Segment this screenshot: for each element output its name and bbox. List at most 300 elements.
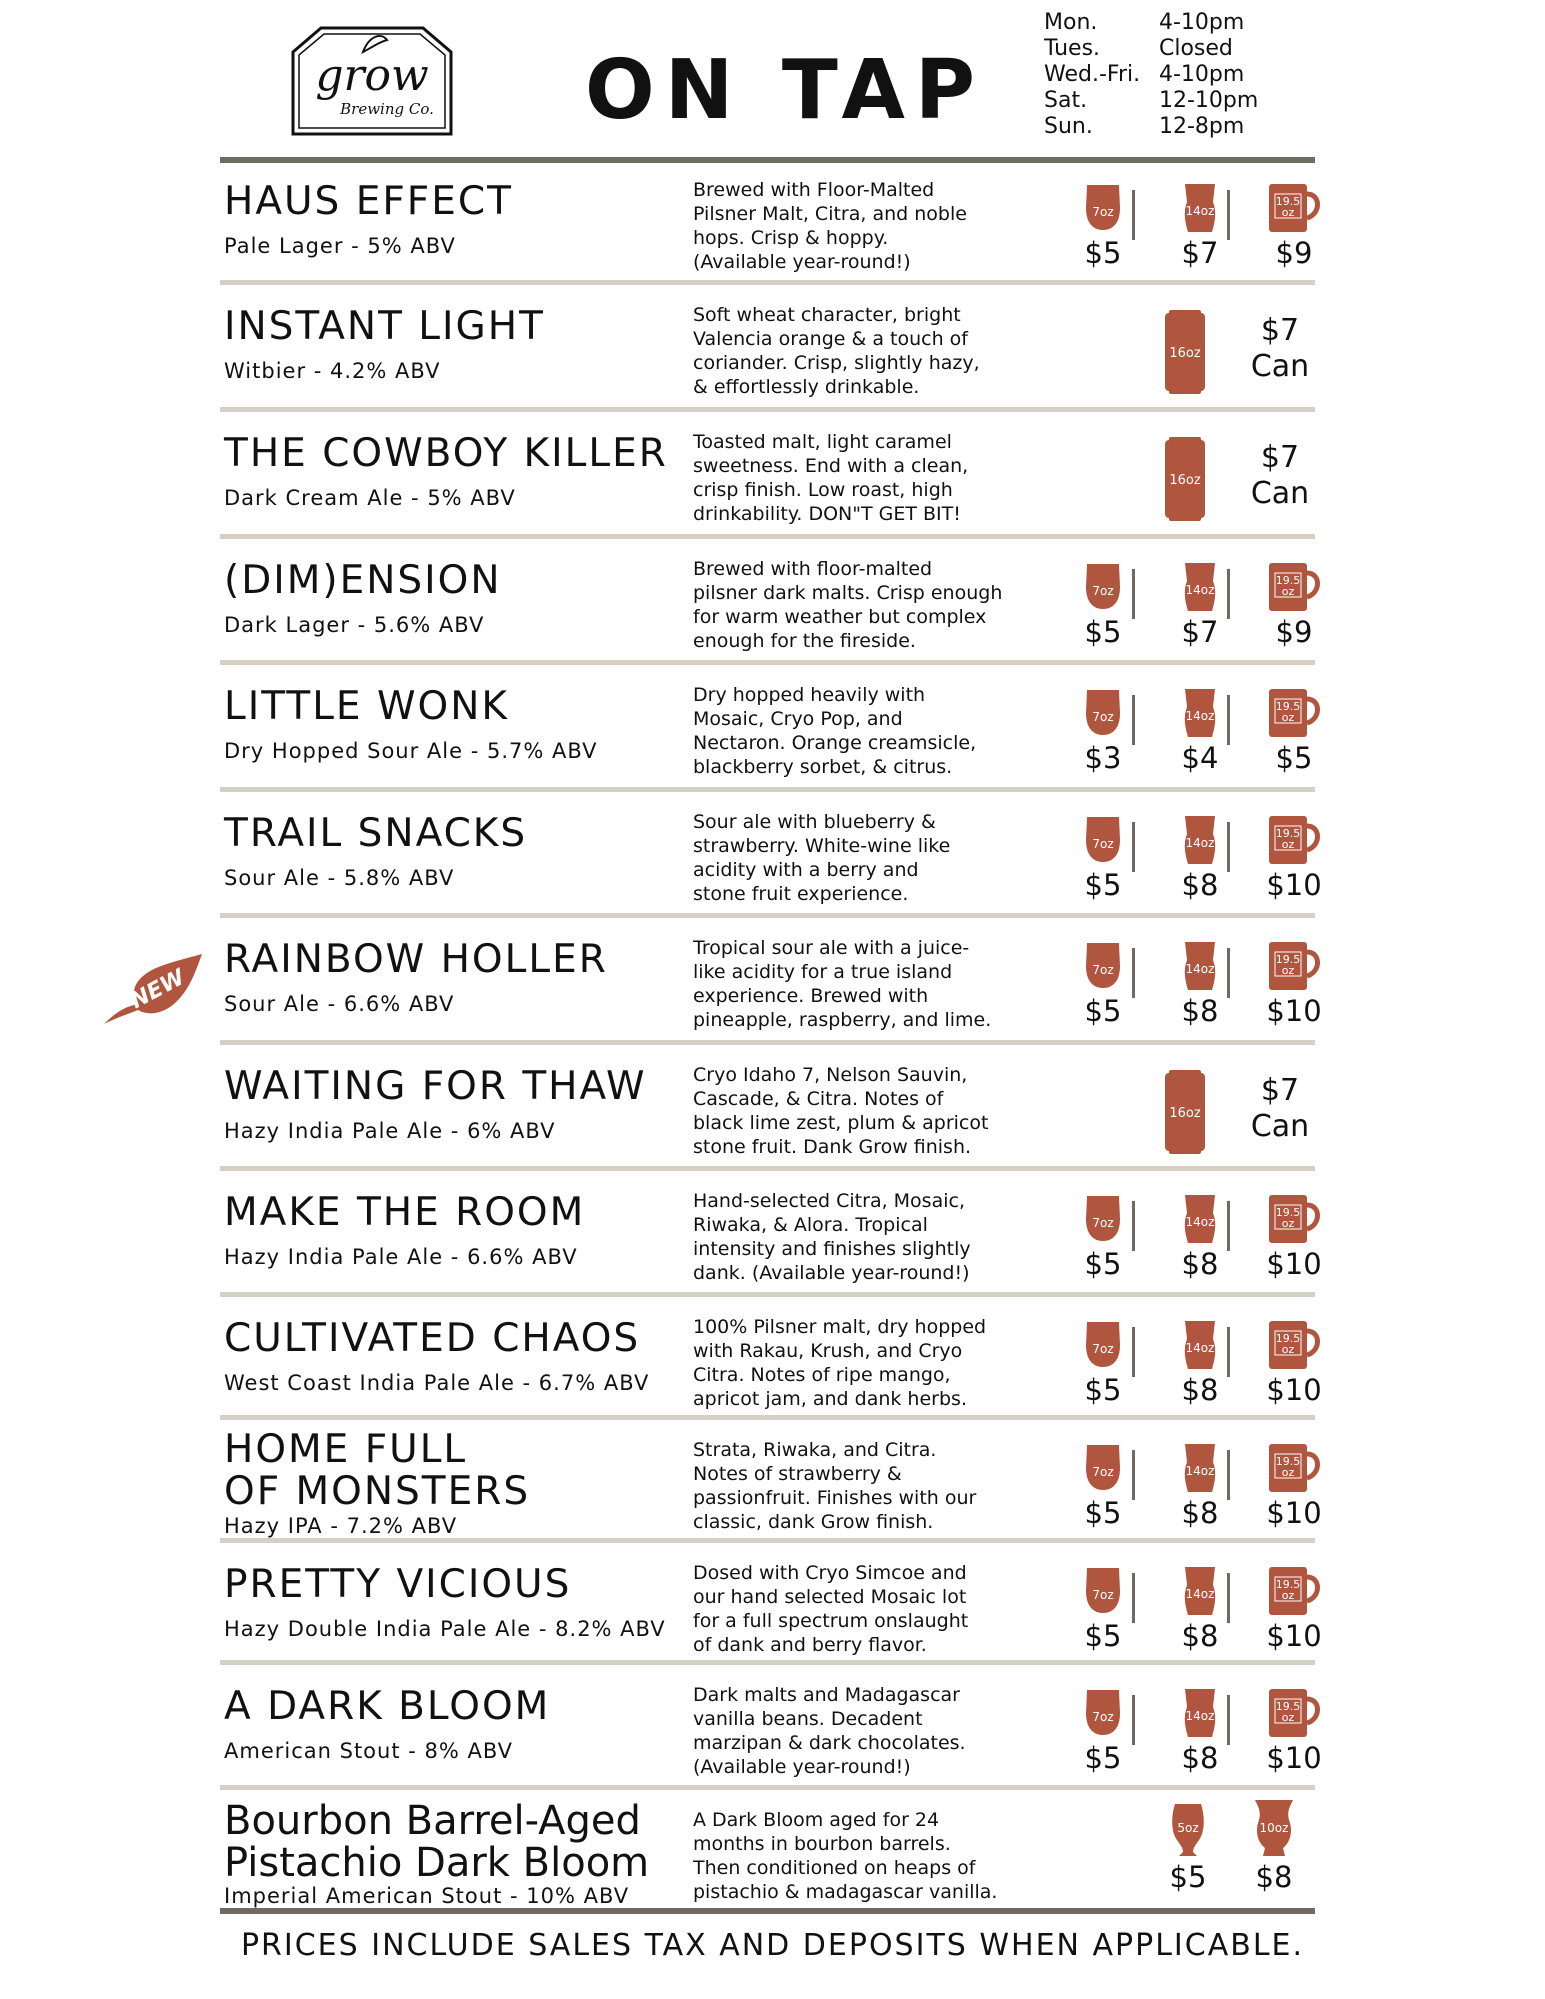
price-7oz: $5 xyxy=(1084,868,1122,902)
mug-icon xyxy=(1264,940,1324,992)
description-line: Riwaka, & Alora. Tropical xyxy=(693,1214,928,1236)
svg-text:Brewing Co.: Brewing Co. xyxy=(340,100,434,118)
svg-text:7oz: 7oz xyxy=(1092,837,1114,851)
price-7oz: $5 xyxy=(1084,236,1122,270)
svg-text:oz: oz xyxy=(1281,964,1295,977)
svg-text:7oz: 7oz xyxy=(1092,1465,1114,1479)
hours-time: Closed xyxy=(1159,36,1233,61)
svg-text:oz: oz xyxy=(1281,206,1295,219)
size-19-5oz xyxy=(1264,1193,1324,1281)
svg-text:7oz: 7oz xyxy=(1092,205,1114,219)
description-line: months in bourbon barrels. xyxy=(693,1833,951,1855)
description-line: (Available year-round!) xyxy=(693,1756,911,1778)
beer-description xyxy=(693,430,1028,526)
beer-name: MAKE THE ROOM xyxy=(224,1190,586,1235)
beer-name: CULTIVATED CHAOS xyxy=(224,1316,641,1361)
hours-row xyxy=(1044,88,1258,114)
price-14oz: $8 xyxy=(1181,868,1219,902)
beer-description xyxy=(693,1683,1028,1779)
price-divider xyxy=(1227,1450,1230,1500)
beer-description xyxy=(693,683,1028,779)
small-glass-icon xyxy=(1073,1565,1133,1617)
tulip-10oz xyxy=(1244,1798,1304,1894)
beer-row xyxy=(220,1297,1322,1420)
beer-name: WAITING FOR THAW xyxy=(224,1064,647,1109)
description-line: Dosed with Cryo Simcoe and xyxy=(693,1562,967,1584)
price-19-5oz: $10 xyxy=(1266,994,1322,1028)
beer-name: LITTLE WONK xyxy=(224,684,509,729)
size-14oz xyxy=(1170,1565,1230,1653)
mug-icon xyxy=(1264,182,1324,234)
price-14oz: $7 xyxy=(1181,615,1219,649)
svg-text:oz: oz xyxy=(1281,1466,1295,1479)
size-14oz xyxy=(1170,561,1230,649)
description-line: & effortlessly drinkable. xyxy=(693,376,920,398)
description-line: Soft wheat character, bright xyxy=(693,304,961,326)
price-divider xyxy=(1132,948,1135,998)
size-19-5oz xyxy=(1264,940,1324,1028)
beer-style: Dark Cream Ale - 5% ABV xyxy=(224,486,516,510)
price-19-5oz: $9 xyxy=(1275,615,1313,649)
svg-text:19.5: 19.5 xyxy=(1275,195,1301,208)
svg-text:19.5: 19.5 xyxy=(1275,574,1301,587)
price-7oz: $5 xyxy=(1084,994,1122,1028)
svg-text:19.5: 19.5 xyxy=(1275,1578,1301,1591)
mug-icon xyxy=(1264,1565,1324,1617)
pint-glass-icon xyxy=(1170,1319,1230,1371)
beer-row xyxy=(220,665,1315,792)
price-divider xyxy=(1132,1327,1135,1377)
mug-icon xyxy=(1264,1193,1324,1245)
size-14oz xyxy=(1170,182,1230,270)
size-7oz xyxy=(1073,1193,1133,1281)
size-19-5oz xyxy=(1264,1442,1324,1530)
pint-glass-icon xyxy=(1170,814,1230,866)
price-14oz: $8 xyxy=(1181,1496,1219,1530)
svg-text:7oz: 7oz xyxy=(1092,1216,1114,1230)
svg-text:19.5: 19.5 xyxy=(1275,953,1301,966)
svg-text:5oz: 5oz xyxy=(1177,1821,1199,1835)
beer-description xyxy=(693,178,1028,274)
svg-text:14oz: 14oz xyxy=(1185,1587,1215,1601)
svg-text:14oz: 14oz xyxy=(1185,1341,1215,1355)
price-10oz: $8 xyxy=(1255,1860,1293,1894)
price-19-5oz: $10 xyxy=(1266,868,1322,902)
price-divider xyxy=(1132,1450,1135,1500)
description-line: stone fruit. Dank Grow finish. xyxy=(693,1136,972,1158)
beer-row xyxy=(220,1543,1322,1665)
price-divider xyxy=(1227,190,1230,240)
bottom-rule xyxy=(220,1908,1315,1914)
beer-style: American Stout - 8% ABV xyxy=(224,1739,513,1763)
beer-style: Dark Lager - 5.6% ABV xyxy=(224,613,485,637)
beer-style: Hazy India Pale Ale - 6.6% ABV xyxy=(224,1245,578,1269)
beer-name-line2: Pistachio Dark Bloom xyxy=(224,1840,650,1886)
price-divider xyxy=(1132,1201,1135,1251)
description-line: vanilla beans. Decadent xyxy=(693,1708,923,1730)
size-14oz xyxy=(1170,1193,1230,1281)
price-divider xyxy=(1227,1695,1230,1745)
beer-style: Hazy IPA - 7.2% ABV xyxy=(224,1514,458,1538)
beer-name: HOME FULL xyxy=(224,1427,468,1472)
small-glass-icon xyxy=(1073,1193,1133,1245)
beer-name: RAINBOW HOLLER xyxy=(224,937,608,982)
price-14oz: $8 xyxy=(1181,1741,1219,1775)
size-19-5oz xyxy=(1264,182,1324,270)
description-line: marzipan & dark chocolates. xyxy=(693,1732,966,1754)
price-5oz: $5 xyxy=(1169,1860,1207,1894)
can-16oz-icon xyxy=(1163,436,1207,526)
hours-time: 12-8pm xyxy=(1159,114,1245,139)
price-7oz: $3 xyxy=(1084,741,1122,775)
beer-row xyxy=(220,918,1322,1045)
description-line: crisp finish. Low roast, high xyxy=(693,479,953,501)
svg-text:19.5: 19.5 xyxy=(1275,827,1301,840)
svg-text:7oz: 7oz xyxy=(1092,710,1114,724)
svg-text:16oz: 16oz xyxy=(1169,346,1201,361)
hours-time: 4-10pm xyxy=(1159,62,1245,87)
size-14oz xyxy=(1170,1442,1230,1530)
svg-text:NEW: NEW xyxy=(126,964,190,1015)
snifter-5oz xyxy=(1158,1802,1218,1894)
size-7oz xyxy=(1073,1565,1133,1653)
beer-description xyxy=(693,1808,1028,1904)
beer-name: INSTANT LIGHT xyxy=(224,304,545,349)
svg-text:oz: oz xyxy=(1281,1711,1295,1724)
svg-text:14oz: 14oz xyxy=(1185,1215,1215,1229)
pint-glass-icon xyxy=(1170,1193,1230,1245)
description-line: Brewed with floor-malted xyxy=(693,558,933,580)
svg-text:14oz: 14oz xyxy=(1185,1464,1215,1478)
price-divider xyxy=(1227,695,1230,745)
beer-style: Sour Ale - 5.8% ABV xyxy=(224,866,455,890)
beer-description xyxy=(693,1315,1028,1411)
beer-style: Dry Hopped Sour Ale - 5.7% ABV xyxy=(224,739,598,763)
beer-style: Imperial American Stout - 10% ABV xyxy=(224,1884,630,1908)
svg-text:19.5: 19.5 xyxy=(1275,1206,1301,1219)
description-line: hops. Crisp & hoppy. xyxy=(693,227,889,249)
price-divider xyxy=(1132,569,1135,619)
beer-style: Witbier - 4.2% ABV xyxy=(224,359,441,383)
description-line: Valencia orange & a touch of xyxy=(693,328,968,350)
price-7oz: $5 xyxy=(1084,1247,1122,1281)
description-line: of dank and berry flavor. xyxy=(693,1634,927,1656)
svg-text:7oz: 7oz xyxy=(1092,584,1114,598)
hours-day: Mon. xyxy=(1044,10,1098,35)
size-7oz xyxy=(1073,1687,1133,1775)
description-line: enough for the fireside. xyxy=(693,630,916,652)
description-line: Then conditioned on heaps of xyxy=(693,1857,976,1879)
beer-name: A DARK BLOOM xyxy=(224,1684,551,1729)
size-7oz xyxy=(1073,1319,1133,1407)
size-14oz xyxy=(1170,687,1230,775)
svg-text:14oz: 14oz xyxy=(1185,204,1215,218)
description-line: with Rakau, Krush, and Cryo xyxy=(693,1340,963,1362)
description-line: Toasted malt, light caramel xyxy=(693,431,952,453)
description-line: drinkability. DON"T GET BIT! xyxy=(693,503,961,525)
size-7oz xyxy=(1073,561,1133,649)
price-divider xyxy=(1132,695,1135,745)
svg-text:14oz: 14oz xyxy=(1185,962,1215,976)
pint-glass-icon xyxy=(1170,687,1230,739)
svg-text:19.5: 19.5 xyxy=(1275,1700,1301,1713)
description-line: for a full spectrum onslaught xyxy=(693,1610,969,1632)
svg-text:19.5: 19.5 xyxy=(1275,1455,1301,1468)
beer-description xyxy=(693,1189,1028,1285)
beer-row xyxy=(220,1045,1315,1171)
beer-style: Hazy Double India Pale Ale - 8.2% ABV xyxy=(224,1617,666,1641)
price-divider xyxy=(1132,190,1135,240)
mug-icon xyxy=(1264,814,1324,866)
svg-text:14oz: 14oz xyxy=(1185,583,1215,597)
description-line: A Dark Bloom aged for 24 xyxy=(693,1809,940,1831)
description-line: pistachio & madagascar vanilla. xyxy=(693,1881,998,1903)
small-glass-icon xyxy=(1073,940,1133,992)
beer-description xyxy=(693,557,1028,653)
description-line: Strata, Riwaka, and Citra. xyxy=(693,1439,937,1461)
price-19-5oz: $10 xyxy=(1266,1496,1322,1530)
pint-glass-icon xyxy=(1170,1565,1230,1617)
price-19-5oz: $10 xyxy=(1266,1619,1322,1653)
size-7oz xyxy=(1073,814,1133,902)
svg-text:14oz: 14oz xyxy=(1185,1709,1215,1723)
size-19-5oz xyxy=(1264,1687,1324,1775)
svg-text:oz: oz xyxy=(1281,1589,1295,1602)
price-14oz: $4 xyxy=(1181,741,1219,775)
pint-glass-icon xyxy=(1170,1442,1230,1494)
svg-text:oz: oz xyxy=(1281,838,1295,851)
description-line: like acidity for a true island xyxy=(693,961,953,983)
price-can: $7 xyxy=(1260,1073,1300,1108)
beer-style: Sour Ale - 6.6% ABV xyxy=(224,992,455,1016)
hours-time: 4-10pm xyxy=(1159,10,1245,35)
can-label: Can xyxy=(1250,1109,1310,1144)
description-line: for warm weather but complex xyxy=(693,606,987,628)
can-label: Can xyxy=(1250,349,1310,384)
beer-row xyxy=(220,1171,1322,1297)
svg-text:grow: grow xyxy=(315,50,429,101)
can-label: Can xyxy=(1250,476,1310,511)
description-line: 100% Pilsner malt, dry hopped xyxy=(693,1316,987,1338)
footer-note: PRICES INCLUDE SALES TAX AND DEPOSITS WHEN APPLICABLE. xyxy=(240,1928,1305,1963)
small-glass-icon xyxy=(1073,1687,1133,1739)
size-19-5oz xyxy=(1264,561,1324,649)
mug-icon xyxy=(1264,561,1324,613)
price-19-5oz: $10 xyxy=(1266,1247,1322,1281)
description-line: Notes of strawberry & xyxy=(693,1463,902,1485)
price-14oz: $7 xyxy=(1181,236,1219,270)
hours-time: 12-10pm xyxy=(1159,88,1259,113)
beer-row xyxy=(220,1665,1322,1790)
description-line: pilsner dark malts. Crisp enough xyxy=(693,582,1003,604)
description-line: passionfruit. Finishes with our xyxy=(693,1487,977,1509)
svg-text:10oz: 10oz xyxy=(1259,1821,1289,1835)
hours-day: Sat. xyxy=(1044,88,1088,113)
tulip-glass-icon xyxy=(1244,1798,1304,1858)
description-line: Hand-selected Citra, Mosaic, xyxy=(693,1190,965,1212)
description-line: our hand selected Mosaic lot xyxy=(693,1586,967,1608)
description-line: Sour ale with blueberry & xyxy=(693,811,936,833)
svg-text:19.5: 19.5 xyxy=(1275,700,1301,713)
description-line: classic, dank Grow finish. xyxy=(693,1511,934,1533)
grow-brewing-logo xyxy=(283,22,461,140)
svg-text:oz: oz xyxy=(1281,585,1295,598)
description-line: coriander. Crisp, slightly hazy, xyxy=(693,352,980,374)
can-16oz-icon xyxy=(1163,1069,1207,1159)
description-line: blackberry sorbet, & citrus. xyxy=(693,756,953,778)
pint-glass-icon xyxy=(1170,561,1230,613)
description-line: Pilsner Malt, Citra, and noble xyxy=(693,203,967,225)
price-14oz: $8 xyxy=(1181,1373,1219,1407)
beer-name-line2: OF MONSTERS xyxy=(224,1469,531,1514)
hours-row xyxy=(1044,10,1258,36)
svg-text:7oz: 7oz xyxy=(1092,1710,1114,1724)
opening-hours xyxy=(1044,10,1258,140)
small-glass-icon xyxy=(1073,1442,1133,1494)
size-14oz xyxy=(1170,940,1230,1028)
size-19-5oz xyxy=(1264,687,1324,775)
svg-text:19.5: 19.5 xyxy=(1275,1332,1301,1345)
description-line: experience. Brewed with xyxy=(693,985,929,1007)
price-divider xyxy=(1227,1201,1230,1251)
beer-description xyxy=(693,303,1028,399)
description-line: apricot jam, and dank herbs. xyxy=(693,1388,967,1410)
new-leaf-badge xyxy=(98,950,208,1030)
price-divider xyxy=(1132,822,1135,872)
page-title: ON TAP xyxy=(585,43,986,138)
pint-glass-icon xyxy=(1170,1687,1230,1739)
beer-row xyxy=(220,285,1315,412)
small-glass-icon xyxy=(1073,561,1133,613)
can-16oz-icon xyxy=(1163,309,1207,399)
beer-description xyxy=(693,810,1028,906)
price-19-5oz: $10 xyxy=(1266,1741,1322,1775)
hours-row xyxy=(1044,36,1258,62)
description-line: Dry hopped heavily with xyxy=(693,684,926,706)
pint-glass-icon xyxy=(1170,940,1230,992)
price-7oz: $5 xyxy=(1084,1496,1122,1530)
description-line: Cryo Idaho 7, Nelson Sauvin, xyxy=(693,1064,968,1086)
description-line: pineapple, raspberry, and lime. xyxy=(693,1009,992,1031)
description-line: Brewed with Floor-Malted xyxy=(693,179,935,201)
description-line: Mosaic, Cryo Pop, and xyxy=(693,708,903,730)
beer-row xyxy=(220,1420,1322,1543)
hours-row xyxy=(1044,62,1258,88)
beer-row xyxy=(220,412,1315,539)
beer-style: Hazy India Pale Ale - 6% ABV xyxy=(224,1119,556,1143)
price-divider xyxy=(1132,1695,1135,1745)
beer-description xyxy=(693,1063,1028,1159)
price-19-5oz: $9 xyxy=(1275,236,1313,270)
small-glass-icon xyxy=(1073,1319,1133,1371)
beer-row xyxy=(220,1790,1315,1908)
svg-text:7oz: 7oz xyxy=(1092,1342,1114,1356)
description-line: Citra. Notes of ripe mango, xyxy=(693,1364,951,1386)
price-7oz: $5 xyxy=(1084,615,1122,649)
price-divider xyxy=(1227,1573,1230,1623)
price-14oz: $8 xyxy=(1181,994,1219,1028)
price-19-5oz: $5 xyxy=(1275,741,1313,775)
size-7oz xyxy=(1073,1442,1133,1530)
beer-description xyxy=(693,936,1028,1032)
mug-icon xyxy=(1264,1319,1324,1371)
mug-icon xyxy=(1264,1442,1324,1494)
description-line: acidity with a berry and xyxy=(693,859,919,881)
size-7oz xyxy=(1073,940,1133,1028)
beer-name: (DIM)ENSION xyxy=(224,558,502,603)
price-7oz: $5 xyxy=(1084,1373,1122,1407)
description-line: stone fruit experience. xyxy=(693,883,909,905)
snifter-glass-icon xyxy=(1158,1802,1218,1858)
price-14oz: $8 xyxy=(1181,1247,1219,1281)
beer-style: West Coast India Pale Ale - 6.7% ABV xyxy=(224,1371,650,1395)
description-line: black lime zest, plum & apricot xyxy=(693,1112,989,1134)
price-divider xyxy=(1227,569,1230,619)
price-7oz: $5 xyxy=(1084,1619,1122,1653)
hours-row xyxy=(1044,114,1258,140)
mug-icon xyxy=(1264,1687,1324,1739)
can-price xyxy=(1235,313,1325,385)
price-19-5oz: $10 xyxy=(1266,1373,1322,1407)
svg-text:14oz: 14oz xyxy=(1185,709,1215,723)
hours-day: Tues. xyxy=(1044,36,1101,61)
svg-text:oz: oz xyxy=(1281,1343,1295,1356)
beer-name: TRAIL SNACKS xyxy=(224,811,528,856)
svg-text:14oz: 14oz xyxy=(1185,836,1215,850)
can-price xyxy=(1235,440,1325,512)
beer-name: HAUS EFFECT xyxy=(224,179,513,224)
beer-name: THE COWBOY KILLER xyxy=(224,431,668,476)
beer-style: Pale Lager - 5% ABV xyxy=(224,234,456,258)
price-divider xyxy=(1227,822,1230,872)
hours-day: Wed.-Fri. xyxy=(1044,62,1141,87)
small-glass-icon xyxy=(1073,687,1133,739)
price-can: $7 xyxy=(1260,313,1300,348)
svg-text:7oz: 7oz xyxy=(1092,1588,1114,1602)
description-line: Dark malts and Madagascar xyxy=(693,1684,960,1706)
small-glass-icon xyxy=(1073,814,1133,866)
size-19-5oz xyxy=(1264,1319,1324,1407)
price-14oz: $8 xyxy=(1181,1619,1219,1653)
size-7oz xyxy=(1073,687,1133,775)
size-19-5oz xyxy=(1264,814,1324,902)
beer-row xyxy=(220,539,1315,665)
small-glass-icon xyxy=(1073,182,1133,234)
hours-day: Sun. xyxy=(1044,114,1093,139)
price-divider xyxy=(1227,948,1230,998)
beer-name: Bourbon Barrel-Aged xyxy=(224,1798,641,1844)
size-19-5oz xyxy=(1264,1565,1324,1653)
description-line: Tropical sour ale with a juice- xyxy=(693,937,970,959)
svg-text:7oz: 7oz xyxy=(1092,963,1114,977)
price-divider xyxy=(1132,1573,1135,1623)
mug-icon xyxy=(1264,687,1324,739)
beer-row xyxy=(220,160,1315,285)
size-14oz xyxy=(1170,1687,1230,1775)
beer-row xyxy=(220,792,1322,918)
description-line: (Available year-round!) xyxy=(693,251,911,273)
price-can: $7 xyxy=(1260,440,1300,475)
price-7oz: $5 xyxy=(1084,1741,1122,1775)
beer-name: PRETTY VICIOUS xyxy=(224,1562,572,1607)
description-line: intensity and finishes slightly xyxy=(693,1238,971,1260)
description-line: strawberry. White-wine like xyxy=(693,835,951,857)
size-7oz xyxy=(1073,182,1133,270)
pint-glass-icon xyxy=(1170,182,1230,234)
svg-text:oz: oz xyxy=(1281,711,1295,724)
description-line: sweetness. End with a clean, xyxy=(693,455,969,477)
size-14oz xyxy=(1170,1319,1230,1407)
